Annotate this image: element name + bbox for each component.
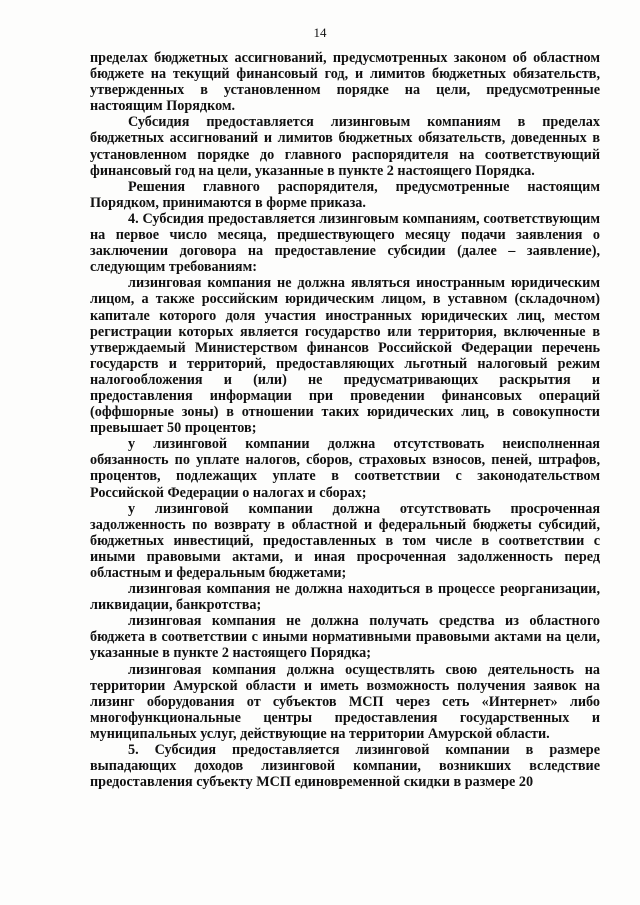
paragraph: лизинговая компания не должна являться иностранным юридическим лицом, а также российским юридическим лицом, в уставном (складочном) капитале которого доля участия иностранных юридических лиц, местом регистрации которых является государство или территория, включенные в утверждаемый Министерством финансов Российской Федерации перечень государств и территорий, предоставляющих льготный налоговый режим налогообложения и (или) не предусматривающих раскрытия и предоставления информации при проведении финансовых операций (оффшорные зоны) в отношении таких юридических лиц, в совокупности превышает 50 процентов;	[90, 275, 600, 437]
paragraph: лизинговая компания не должна получать средства из областного бюджета в соответствии с иными нормативными правовыми актами на цели, указанные в пункте 2 настоящего Порядка;	[90, 613, 600, 662]
paragraph: у лизинговой компании должна отсутствовать просроченная задолженность по возврату в областной и федеральный бюджеты субсидий, бюджетных инвестиций, предоставленных в том числе в соответствии с иными правовыми актами, и иная просроченная задолженность перед областным и федеральным бюджетами;	[90, 500, 600, 581]
paragraph: пределах бюджетных ассигнований, предусмотренных законом об областном бюджете на текущий финансовый год, и лимитов бюджетных обязательств, утвержденных в установленном порядке на цели, предусмотренные настоящим Порядком.	[90, 50, 600, 115]
paragraph: 5. Субсидия предоставляется лизинговой компании в размере выпадающих доходов лизинговой компании, возникших вследствие предоставления субъекту МСП единовременной скидки в размере 20	[90, 742, 600, 791]
paragraph: Решения главного распорядителя, предусмотренные настоящим Порядком, принимаются в форме приказа.	[90, 178, 600, 211]
paragraph: Субсидия предоставляется лизинговым компаниям в пределах бюджетных ассигнований и лимитов бюджетных обязательств, доведенных в установленном порядке до главного распорядителя на соответствующий финансовый год на цели, указанные в пункте 2 настоящего Порядка.	[90, 114, 600, 179]
paragraph: лизинговая компания не должна находиться в процессе реорганизации, ликвидации, банкротства;	[90, 581, 600, 614]
document-body	[90, 50, 600, 790]
page-number: 14	[313, 25, 327, 40]
paragraph: у лизинговой компании должна отсутствовать неисполненная обязанность по уплате налогов, сборов, страховых взносов, пеней, штрафов, процентов, подлежащих уплате в соответствии с законодательством Российской Федерации о налогах и сборах;	[90, 436, 600, 501]
paragraph: 4. Субсидия предоставляется лизинговым компаниям, соответствующим на первое число месяца, предшествующего месяцу подачи заявления о заключении договора на предоставление субсидии (далее – заявление), следующим требованиям:	[90, 210, 600, 276]
paragraph: лизинговая компания должна осуществлять свою деятельность на территории Амурской области и иметь возможность получения заявок на лизинг оборудования от субъектов МСП через сеть «Интернет» либо многофункциональные центры предоставления государственных и муниципальных услуг, действующие на территории Амурской области.	[90, 661, 600, 742]
